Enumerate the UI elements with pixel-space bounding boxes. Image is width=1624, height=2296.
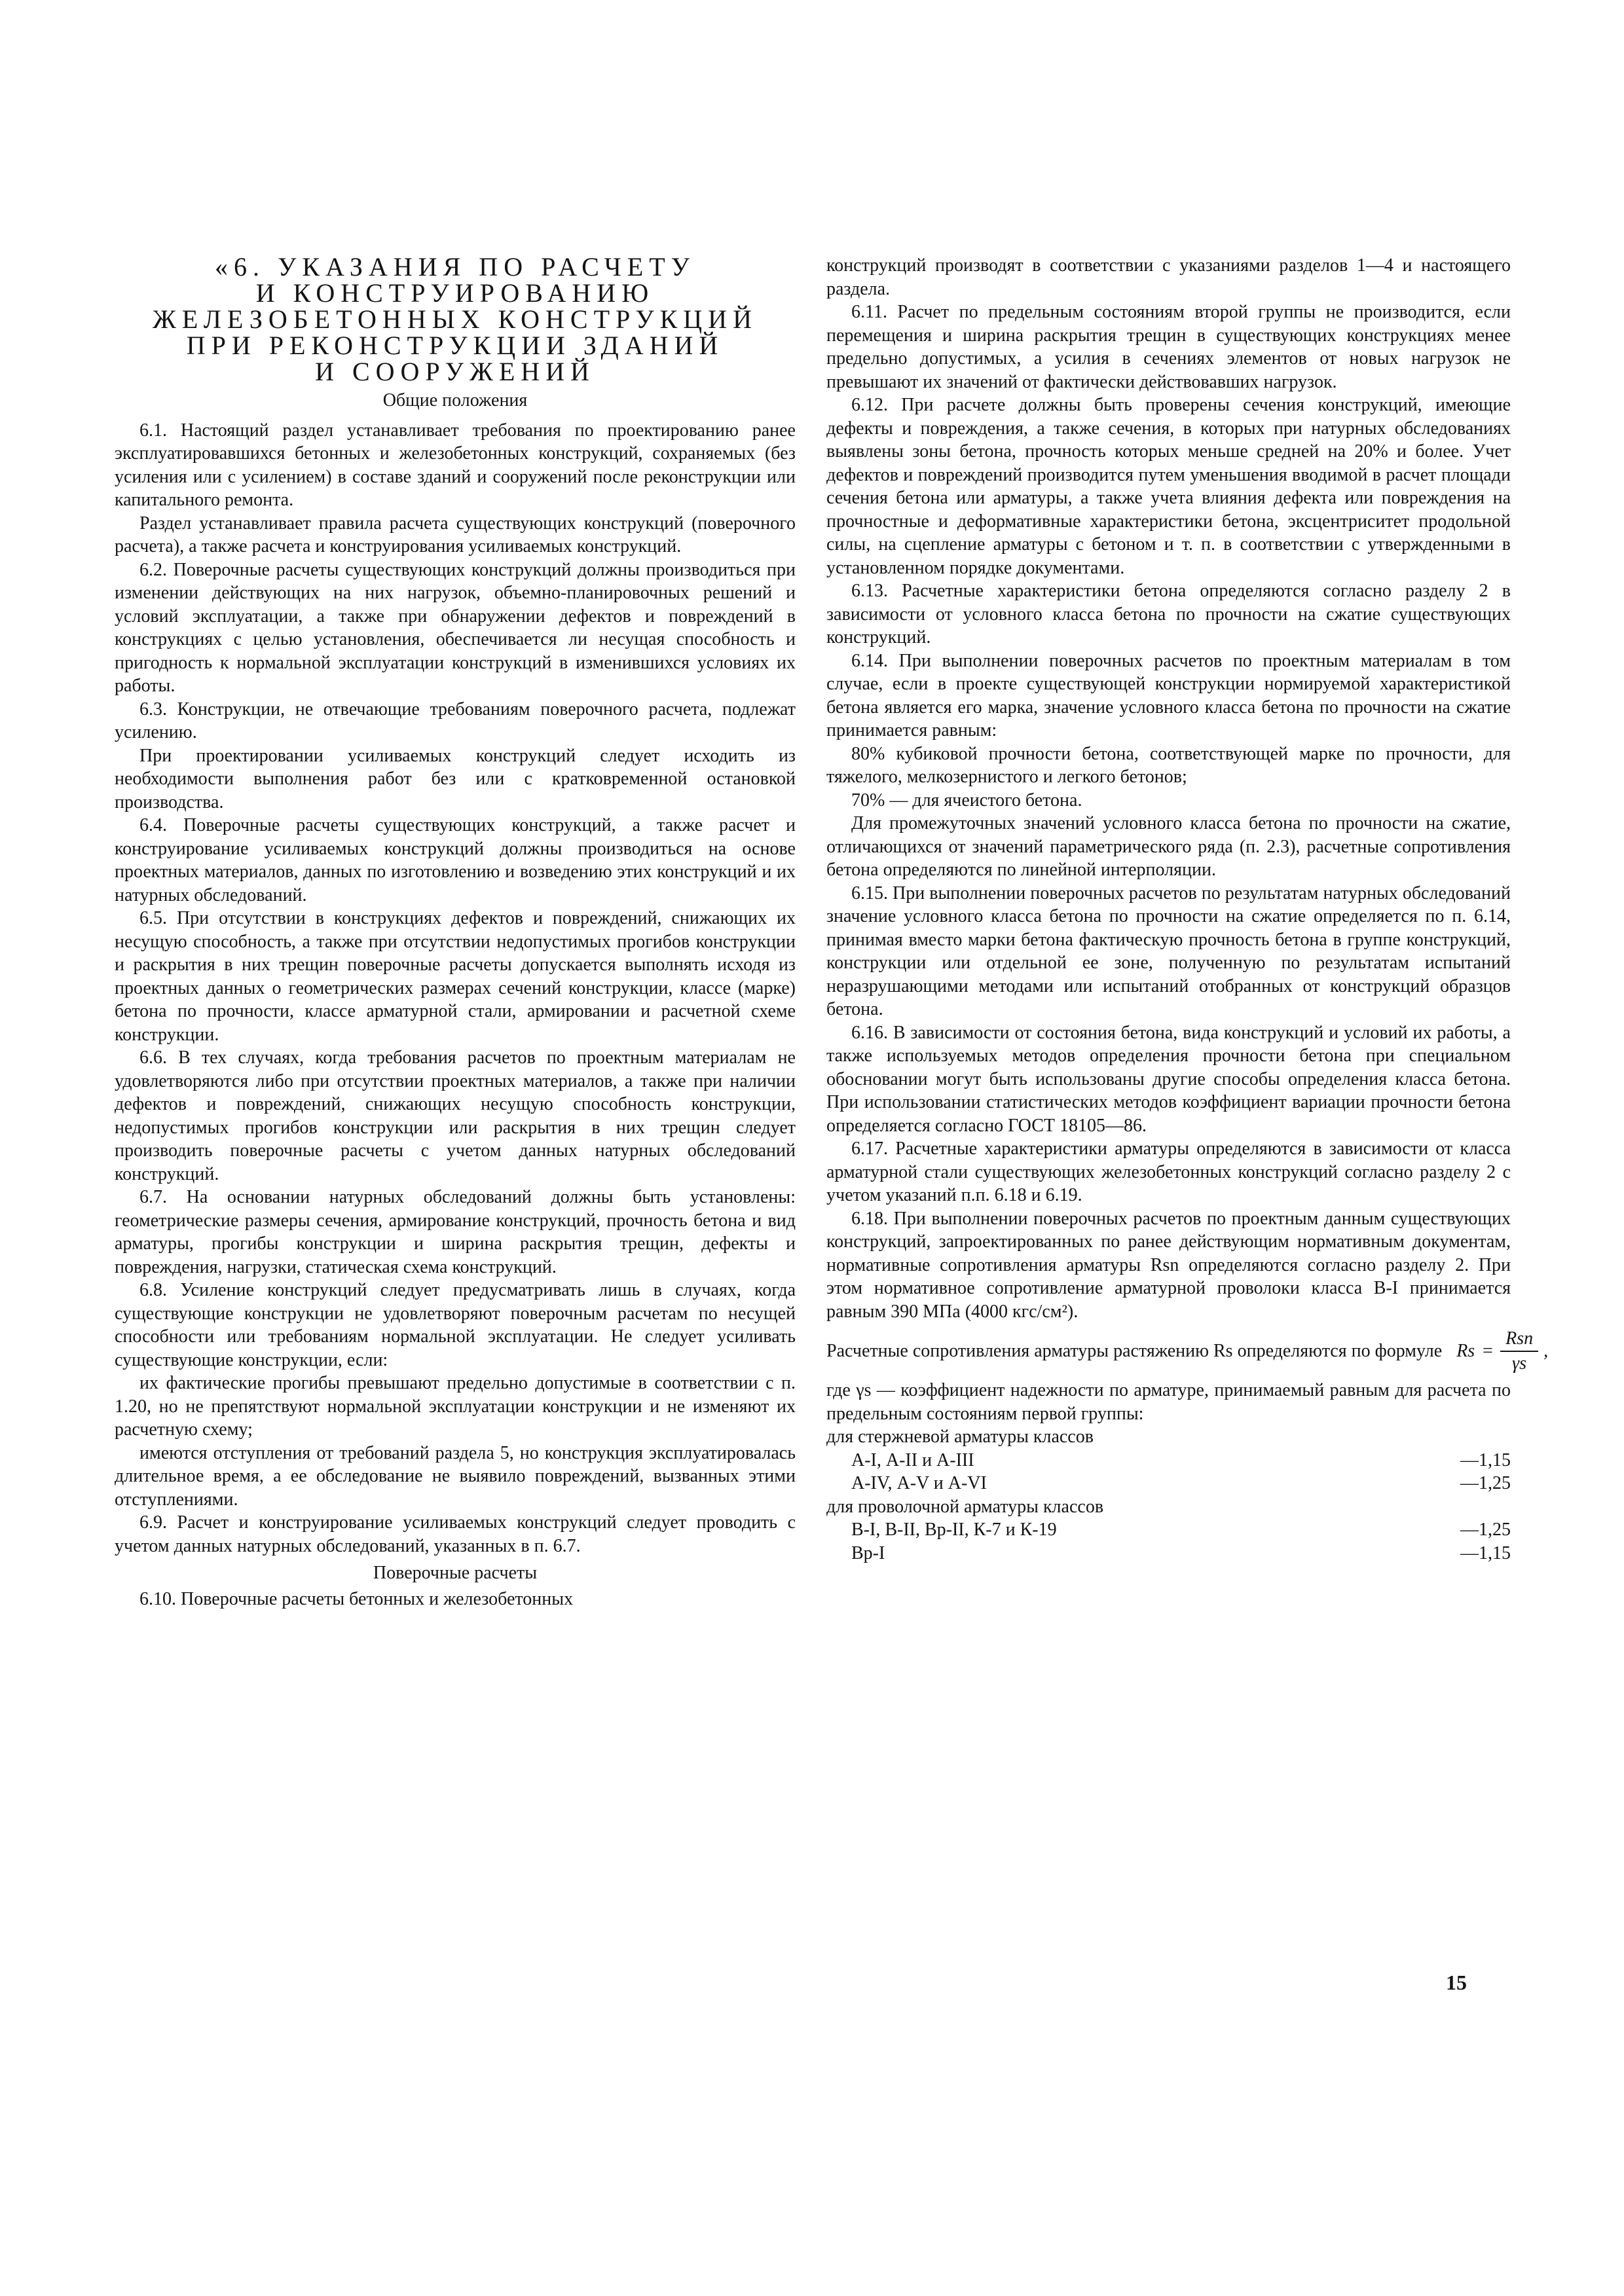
formula-fraction bbox=[1500, 1327, 1538, 1375]
paragraph-6-11: 6.11. Расчет по предельным состояниям второй группы не производится, если перемещения и ширина раскрытия трещин в существующих конструкциях менее предельно допустимых, а усилия в сечениях элементов от новых нагрузок не превышают их значений от фактически действовавших нагрузок. bbox=[826, 302, 1511, 392]
page-number: 15 bbox=[1446, 1971, 1467, 1994]
paragraph: Раздел устанавливает правила расчета существующих конструкций (поверочного расчета), а также расчета и конструирования усиливаемых конструкций. bbox=[115, 513, 796, 556]
paragraph-6-2: 6.2. Поверочные расчеты существующих конструкций должны производиться при изменении действующих на них нагрузок, объемно-планировочных решений и условий эксплуатации, а также при обнаружении дефектов и повреждений в конструкциях с целью установления, обеспечивается ли несущая способность и пригодность к нормальной эксплуатации конструкций в изменившихся условиях их работы. bbox=[115, 559, 796, 696]
list-item: имеются отступления от требований раздела 5, но конструкция эксплуатировалась длительное время, а ее обследование не выявило повреждений, вызванных этими отступлениями. bbox=[115, 1442, 796, 1510]
coef-value: —1,25 bbox=[1460, 1520, 1511, 1540]
formula-eq: = bbox=[1481, 1340, 1494, 1361]
title-line-1: «6. УКАЗАНИЯ ПО РАСЧЕТУ bbox=[215, 252, 695, 282]
formula bbox=[1456, 1327, 1548, 1375]
paragraph-6-16: 6.16. В зависимости от состояния бетона, вида конструкций и условий их работы, а также используемых методов определения прочности бетона при специальном обосновании могут быть использованы другие способы определения класса бетона. При использовании статистических методов коэффициент вариации прочности бетона определяется согласно ГОСТ 18105—86. bbox=[826, 1022, 1511, 1136]
list-item: 70% — для ячеистого бетона. bbox=[851, 790, 1082, 811]
paragraph-continuation: конструкций производят в соответствии с указаниями разделов 1—4 и настоящего раздела. bbox=[826, 255, 1511, 299]
formula-numerator: Rsn bbox=[1500, 1327, 1538, 1352]
subtitle: Общие положения bbox=[382, 390, 528, 410]
coef-row bbox=[826, 1472, 1511, 1495]
section-title bbox=[115, 254, 796, 412]
coef-value: —1,15 bbox=[1460, 1542, 1511, 1563]
coef-value: —1,15 bbox=[1460, 1449, 1511, 1470]
paragraph-6-1: 6.1. Настоящий раздел устанавливает требования по проектированию ранее эксплуатировавшихся бетонных и железобетонных конструкций, сохраняемых (без усиления или с усилением) в составе зданий и сооружений после реконструкции или капитального ремонта. bbox=[115, 420, 796, 510]
title-line-3: ЖЕЛЕЗОБЕТОННЫХ КОНСТРУКЦИЙ bbox=[153, 304, 758, 334]
paragraph-6-6: 6.6. В тех случаях, когда требования расчетов по проектным материалам не удовлетворяются либо при отсутствии проектных материалов, а также при наличии дефектов и повреждений, снижающих несущую способность конструкции, недопустимых прогибов конструкции или раскрытия в них трещин следует производить поверочные расчеты с учетом данных натурных обследований конструкций. bbox=[115, 1048, 796, 1184]
paragraph-6-8: 6.8. Усиление конструкций следует предусматривать лишь в случаях, когда существующие конструкции не удовлетворяют поверочным расчетам по несущей способности или требованиям нормальной эксплуатации. Не следует усиливать существующие конструкции, если: bbox=[115, 1280, 796, 1370]
paragraph: Для промежуточных значений условного класса бетона по прочности на сжатие, отличающихся от значений параметрического ряда (п. 2.3), расчетные сопротивления бетона определяются по линейной интерполяции. bbox=[826, 813, 1511, 880]
list-item: 80% кубиковой прочности бетона, соответствующей марке по прочности, для тяжелого, мелкозернистого и легкого бетонов; bbox=[826, 743, 1511, 787]
coef-row bbox=[826, 1542, 1511, 1565]
paragraph: При проектировании усиливаемых конструкций следует исходить из необходимости выполнения работ без или с кратковременной остановкой производства. bbox=[115, 745, 796, 812]
paragraph-6-14: 6.14. При выполнении поверочных расчетов по проектным материалам в том случае, если в проекте существующей конструкции нормируемой характеристикой бетона является его марка, значение условного класса бетона по прочности на сжатие принимается равным: bbox=[826, 650, 1511, 740]
paragraph-6-4: 6.4. Поверочные расчеты существующих конструкций, а также расчет и конструирование усиливаемых конструкций должны производиться на основе проектных материалов, данных по изготовлению и возведению этих конструкций и их натурных обследований. bbox=[115, 815, 796, 905]
paragraph-6-7: 6.7. На основании натурных обследований должны быть установлены: геометрические размеры сечения, армирование конструкций, прочность бетона и вид арматуры, прогибы конструкции и ширина раскрытия трещин, дефекты и повреждения, нагрузки, статическая схема конструкций. bbox=[115, 1187, 796, 1277]
paragraph-6-9: 6.9. Расчет и конструирование усиливаемых конструкций следует проводить с учетом данных натурных обследований, указанных в п. 6.7. bbox=[115, 1512, 796, 1556]
paragraph-6-5: 6.5. При отсутствии в конструкциях дефектов и повреждений, снижающих их несущую способность, а также при отсутствии недопустимых прогибов конструкции и раскрытия в них трещин поверочные расчеты допускается выполнять исходя из проектных данных о геометрических размерах сечений конструкции, классе (марке) бетона по прочности, классе арматурной стали, армировании и расчетной схеме конструкции. bbox=[115, 908, 796, 1045]
paragraph-6-15: 6.15. При выполнении поверочных расчетов по результатам натурных обследований значение условного класса бетона по прочности на сжатие определяется по п. 6.14, принимая вместо марки бетона фактическую прочность бетона в группе конструкций, конструкции или отдельной ее зоне, полученную по результатам испытаний неразрушающими методами или испытаний отобранных от конструкций образцов бетона. bbox=[826, 883, 1511, 1019]
subheading-verification: Поверочные расчеты bbox=[373, 1563, 538, 1583]
formula-tail: , bbox=[1543, 1340, 1549, 1361]
paragraph-6-17: 6.17. Расчетные характеристики арматуры определяются в зависимости от класса арматурной стали существующих железобетонных конструкций согласно разделу 2 с учетом указаний п.п. 6.18 и 6.19. bbox=[826, 1139, 1511, 1205]
coef-label: А-I, А-II и А-III bbox=[851, 1449, 974, 1470]
list-item: их фактические прогибы превышают предельно допустимые в соответствии с п. 1.20, но не препятствуют нормальной эксплуатации конструкции и не изменяют их расчетную схему; bbox=[115, 1373, 796, 1440]
formula-lead-text: Расчетные сопротивления арматуры растяжению Rs определяются по формуле bbox=[826, 1340, 1443, 1361]
coef-row bbox=[826, 1518, 1511, 1542]
group-label: для проволочной арматуры классов bbox=[826, 1496, 1104, 1517]
paragraph-6-12: 6.12. При расчете должны быть проверены сечения конструкций, имеющие дефекты и повреждения, а также сечения, в которых при натурных обследованиях выявлены зоны бетона, прочность которых меньше средней на 20% и более. Учет дефектов и повреждений производится путем уменьшения вводимой в расчет площади сечения бетона или арматуры, а также учета влияния дефекта или повреждения на прочностные и деформативные характеристики бетона, эксцентриситет продольной силы, на сцепление арматуры с бетоном и т. п. в соответствии с утвержденными в установленном порядке документами. bbox=[826, 395, 1511, 578]
paragraph-6-3: 6.3. Конструкции, не отвечающие требованиям поверочного расчета, подлежат усилению. bbox=[115, 699, 796, 742]
paragraph: где γs — коэффициент надежности по арматуре, принимаемый равным для расчета по предельным состояниям первой группы: bbox=[826, 1380, 1511, 1424]
coef-label: Вр-I bbox=[851, 1542, 885, 1563]
left-column bbox=[115, 254, 796, 1611]
coef-label: В-I, В-II, Вр-II, К-7 и К-19 bbox=[851, 1520, 1057, 1540]
paragraph-6-18: 6.18. При выполнении поверочных расчетов по проектным данным существующих конструкций, запроектированных по ранее действующим нормативным документам, нормативные сопротивления арматуры Rsn определяются согласно разделу 2. При этом нормативное сопротивление арматурной проволоки класса В-I принимается равным 390 МПа (4000 кгс/см²). bbox=[826, 1208, 1511, 1322]
formula-denominator: γs bbox=[1512, 1353, 1527, 1374]
title-line-2: И КОНСТРУИРОВАНИЮ bbox=[255, 278, 655, 308]
group-label: для стержневой арматуры классов bbox=[826, 1427, 1094, 1447]
coef-value: —1,25 bbox=[1460, 1473, 1511, 1493]
coef-row bbox=[826, 1449, 1511, 1472]
formula-lhs: Rs bbox=[1456, 1340, 1475, 1361]
paragraph-6-10: 6.10. Поверочные расчеты бетонных и железобетонных bbox=[139, 1588, 574, 1609]
title-line-4: ПРИ РЕКОНСТРУКЦИИ ЗДАНИЙ bbox=[186, 331, 724, 360]
title-line-5: И СООРУЖЕНИЙ bbox=[315, 357, 595, 386]
paragraph-6-13: 6.13. Расчетные характеристики бетона определяются согласно разделу 2 в зависимости от условного класса бетона по прочности на сжатие существующих конструкций. bbox=[826, 581, 1511, 647]
right-column bbox=[826, 254, 1549, 1565]
coef-label: А-IV, А-V и А-VI bbox=[851, 1473, 987, 1493]
